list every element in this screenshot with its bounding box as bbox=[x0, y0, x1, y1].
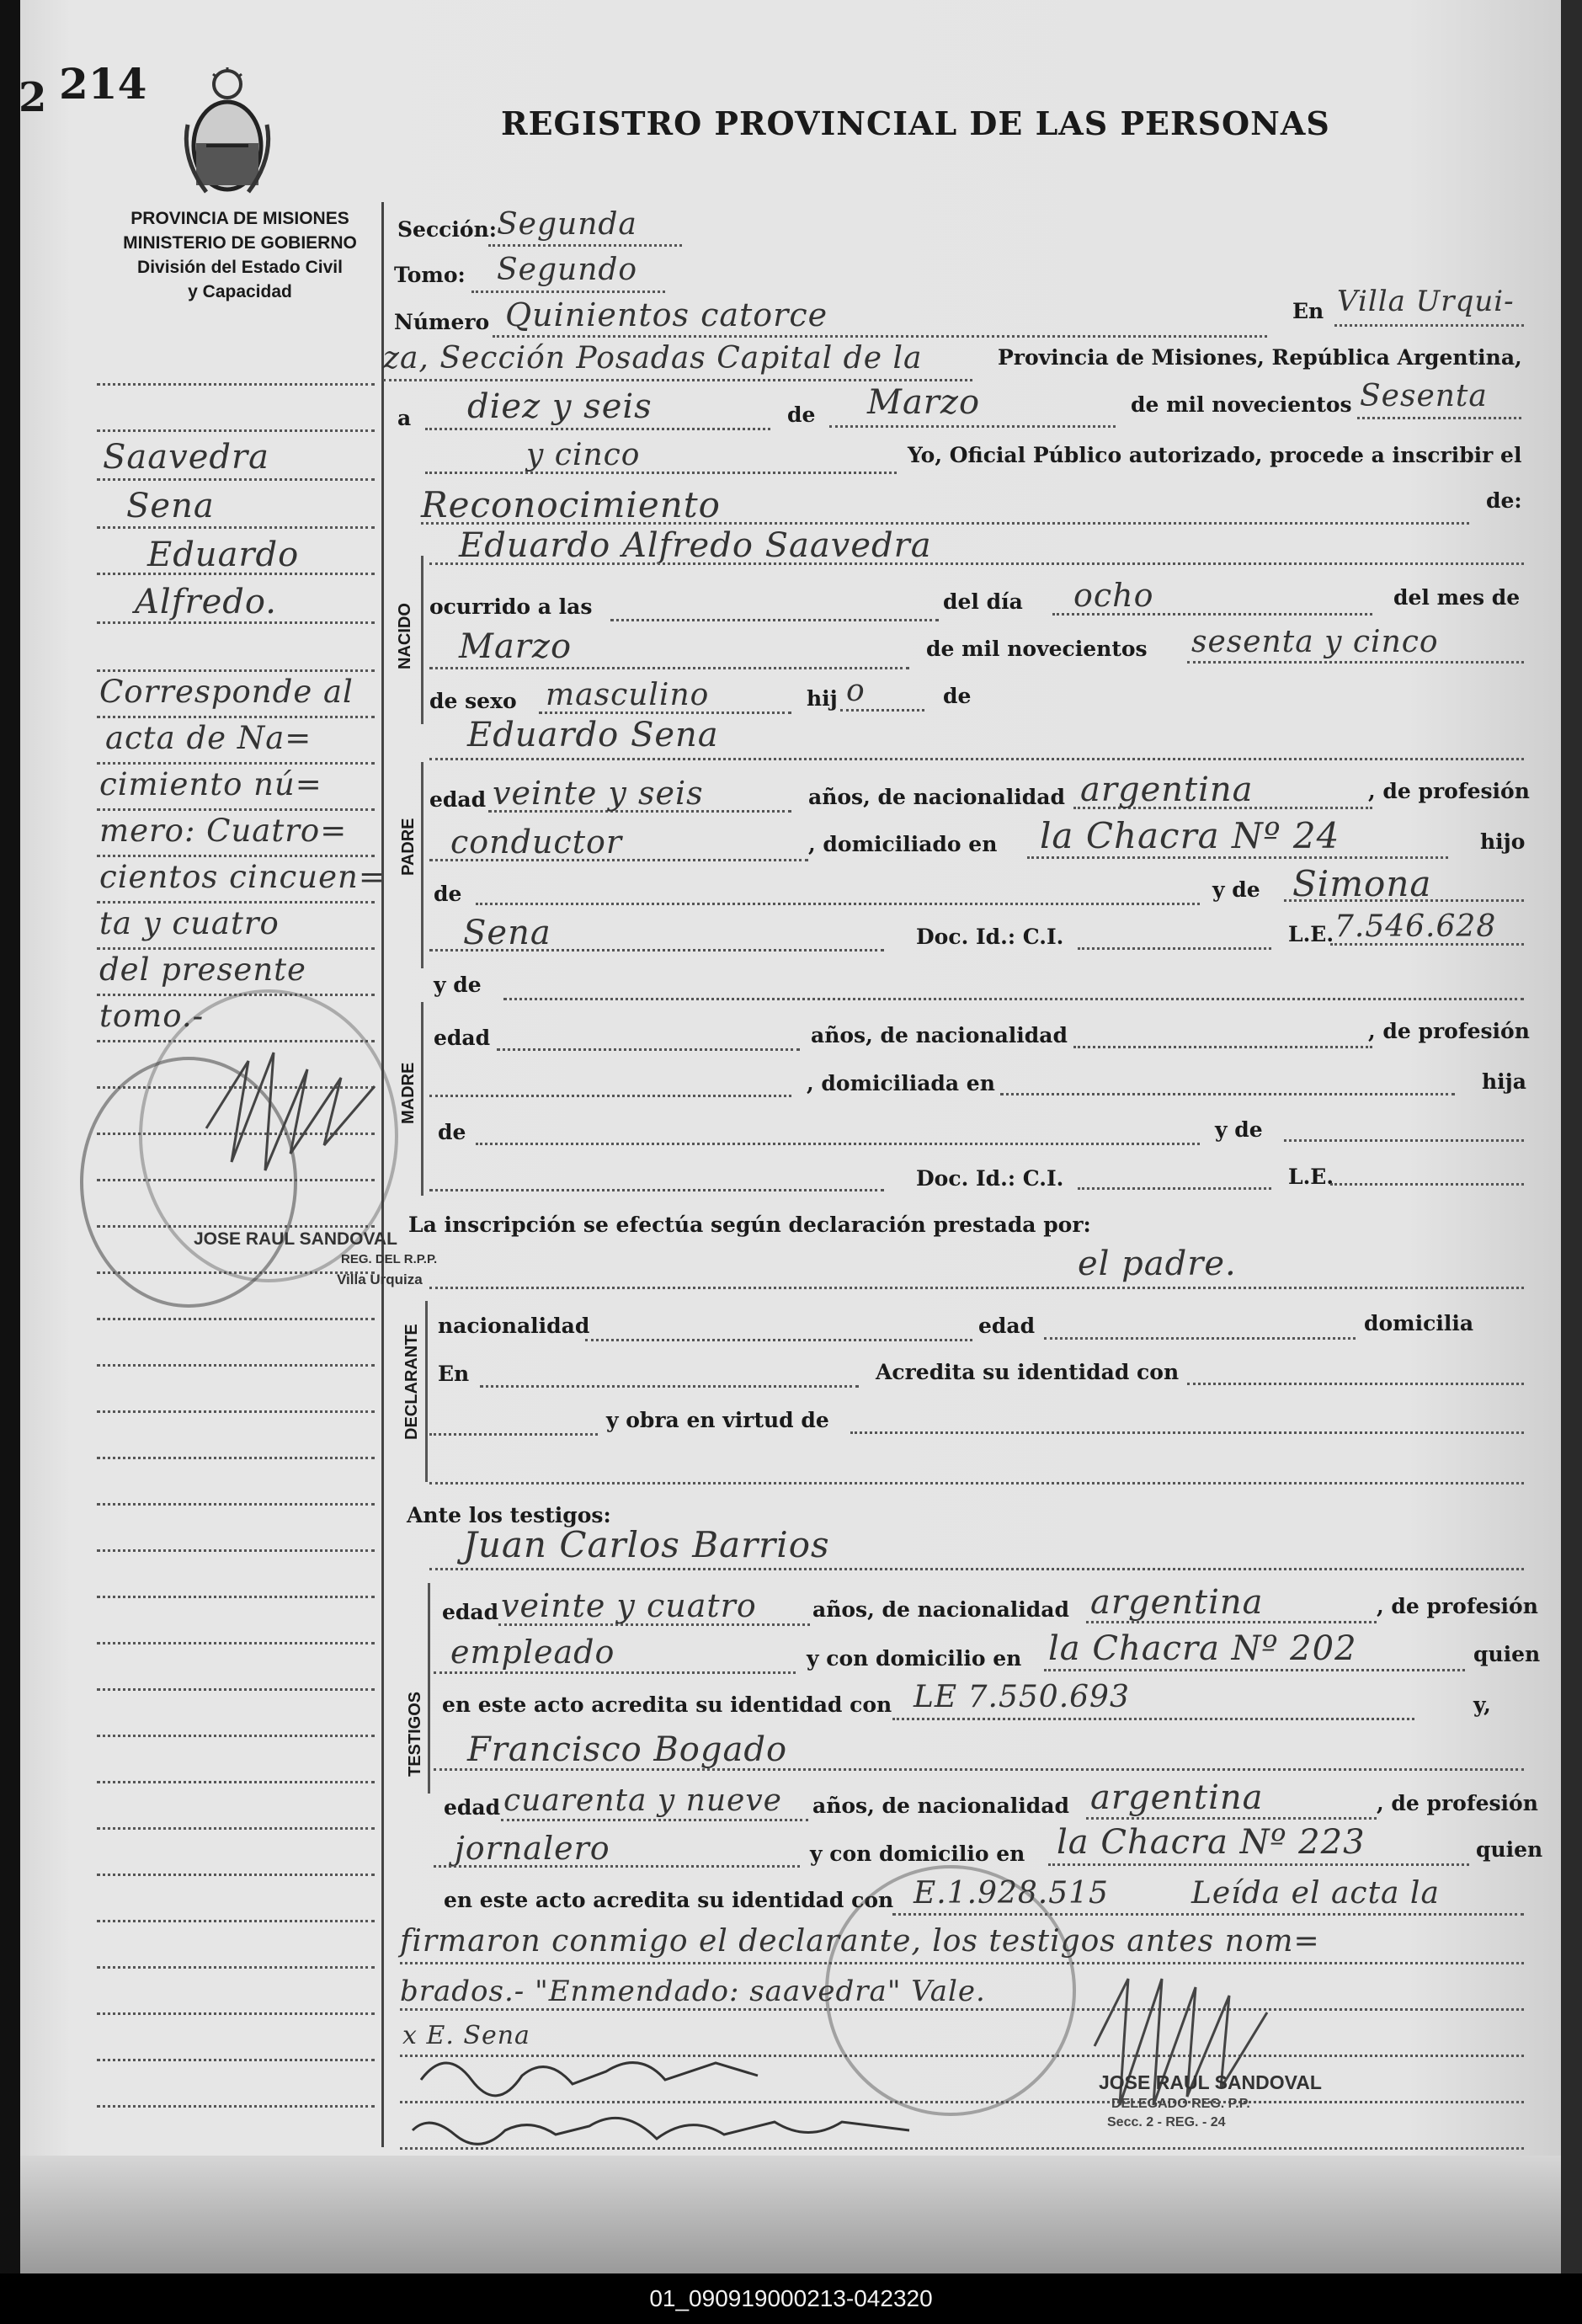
field-line bbox=[480, 1385, 859, 1388]
field-line bbox=[1078, 1187, 1271, 1190]
label-y-de: y de bbox=[1212, 877, 1260, 902]
label-anos-nac-t2: años, de nacionalidad bbox=[812, 1794, 1069, 1818]
side-label-nacido: NACIDO bbox=[396, 603, 414, 669]
value-testigo2-nombre: Francisco Bogado bbox=[467, 1730, 788, 1769]
label-de-profesion-t2: , de profesión bbox=[1377, 1791, 1538, 1815]
label-hija: hija bbox=[1482, 1069, 1526, 1094]
value-tomo: Segundo bbox=[497, 253, 638, 287]
value-sexo: masculino bbox=[546, 678, 710, 712]
field-line bbox=[429, 1433, 598, 1436]
side-label-padre: PADRE bbox=[399, 818, 418, 876]
section-bracket bbox=[428, 1583, 430, 1794]
value-cierre2: firmaron conmigo el declarante, los testigos antes nom= bbox=[400, 1924, 1320, 1959]
label-del-dia: del día bbox=[943, 589, 1023, 614]
field-line bbox=[434, 1768, 1524, 1771]
label-de-madre: de bbox=[438, 1120, 466, 1144]
label-ante-testigos: Ante los testigos: bbox=[407, 1503, 611, 1527]
section-bracket bbox=[421, 762, 423, 968]
label-yo: Yo, Oficial Público autorizado, procede a inscribir el bbox=[908, 443, 1522, 467]
field-line bbox=[1027, 856, 1448, 859]
label-hijo: hijo bbox=[1480, 829, 1526, 854]
field-line bbox=[429, 562, 1524, 565]
stamp-role-2: DELEGADO REG. P.P. bbox=[1111, 2097, 1250, 2111]
label-a: a bbox=[397, 406, 412, 430]
margin-note-line: acta de Na= bbox=[105, 720, 312, 756]
value-padre-edad: veinte y seis bbox=[493, 775, 704, 812]
value-testigo1-prof: empleado bbox=[450, 1634, 615, 1671]
field-line bbox=[1330, 943, 1524, 946]
margin-note-line: Eduardo bbox=[147, 536, 300, 574]
value-testigo2-dom: la Chacra Nº 223 bbox=[1057, 1823, 1366, 1862]
field-line bbox=[476, 1143, 1200, 1145]
label-y-obra: y obra en virtud de bbox=[606, 1408, 829, 1432]
label-en-este-acto-t2: en este acto acredita su identidad con bbox=[444, 1888, 894, 1912]
value-padre-nombre: Eduardo Sena bbox=[467, 716, 719, 754]
label-y-comma: y, bbox=[1473, 1692, 1491, 1717]
label-edad-t1: edad bbox=[442, 1600, 499, 1624]
label-con-domicilio-t2: y con domicilio en bbox=[810, 1842, 1025, 1866]
field-line bbox=[892, 1718, 1414, 1720]
document-title: REGISTRO PROVINCIAL DE LAS PERSONAS bbox=[501, 104, 1330, 142]
official-stamp-2 bbox=[825, 1865, 1076, 2116]
label-doc-id: Doc. Id.: C.I. bbox=[916, 925, 1064, 949]
value-testigo2-prof: jornalero bbox=[455, 1830, 610, 1867]
value-seccion: Segunda bbox=[497, 207, 637, 242]
value-padre-nac: argentina bbox=[1080, 770, 1254, 809]
field-line bbox=[476, 903, 1200, 905]
label-domicilia: domicilia bbox=[1364, 1311, 1474, 1335]
value-testigo2-nac: argentina bbox=[1090, 1778, 1264, 1817]
field-line bbox=[471, 290, 665, 293]
label-nacionalidad: nacionalidad bbox=[438, 1314, 590, 1338]
value-lugar-cont: za, Sección Posadas Capital de la bbox=[383, 341, 923, 376]
field-line bbox=[425, 428, 770, 430]
value-padre-domicilio: la Chacra Nº 24 bbox=[1040, 815, 1340, 856]
value-tipo: Reconocimiento bbox=[421, 484, 721, 525]
label-ocurrido: ocurrido a las bbox=[429, 594, 593, 619]
value-testigo1-dom: la Chacra Nº 202 bbox=[1048, 1629, 1357, 1668]
value-nombre: Eduardo Alfredo Saavedra bbox=[459, 526, 932, 565]
label-doc-id-madre: Doc. Id.: C.I. bbox=[916, 1166, 1064, 1191]
page-number: 214 bbox=[59, 59, 147, 109]
margin-note-line: Saavedra bbox=[103, 438, 269, 477]
signature-witness-2 bbox=[404, 2097, 926, 2156]
label-hij: hij bbox=[807, 686, 838, 711]
label-acredita: Acredita su identidad con bbox=[876, 1360, 1180, 1384]
label-edad-madre: edad bbox=[434, 1026, 491, 1050]
field-line bbox=[493, 335, 1267, 338]
field-line bbox=[429, 1287, 1524, 1289]
image-id-label: 01_090919000213-042320 bbox=[649, 2285, 933, 2311]
margin-note-line: mero: Cuatro= bbox=[99, 813, 348, 849]
side-label-testigos: TESTIGOS bbox=[406, 1691, 424, 1777]
value-numero: Quinientos catorce bbox=[505, 296, 828, 333]
field-line bbox=[429, 1568, 1524, 1570]
value-anio-nac: sesenta y cinco bbox=[1191, 625, 1439, 659]
value-anio-cont: y cinco bbox=[526, 438, 641, 472]
value-mes-nac: Marzo bbox=[459, 627, 573, 666]
field-line bbox=[1187, 661, 1524, 664]
margin-digit: 2 bbox=[19, 74, 47, 121]
field-line bbox=[429, 859, 808, 861]
stamp-name-2: JOSE RAUL SANDOVAL bbox=[1099, 2071, 1322, 2093]
label-del-mes: del mes de bbox=[1393, 585, 1521, 610]
label-en-decl: En bbox=[438, 1362, 470, 1386]
value-testigo1-nac: argentina bbox=[1090, 1583, 1264, 1622]
side-label-declarante: DECLARANTE bbox=[402, 1324, 421, 1440]
value-padre-le: 7.546.628 bbox=[1334, 909, 1497, 944]
field-line bbox=[383, 379, 972, 381]
label-de-profesion: , de profesión bbox=[1368, 779, 1530, 803]
margin-note-line: ta y cuatro bbox=[99, 905, 280, 941]
label-quien-t1: quien bbox=[1473, 1642, 1541, 1666]
label-edad-decl: edad bbox=[978, 1314, 1036, 1338]
field-line bbox=[1334, 324, 1524, 327]
field-line bbox=[503, 998, 1524, 1000]
label-mil-novecientos: de mil novecientos bbox=[1131, 392, 1352, 417]
label-con-domicilio-t1: y con domicilio en bbox=[807, 1646, 1022, 1671]
label-de-profesion-t1: , de profesión bbox=[1377, 1594, 1538, 1618]
stamp-role: REG. DEL R.P.P. bbox=[341, 1252, 438, 1266]
label-seccion: Sección: bbox=[397, 217, 497, 242]
field-line bbox=[829, 425, 1116, 428]
margin-note-line: del presente bbox=[99, 951, 306, 988]
coat-of-arms bbox=[181, 66, 274, 200]
field-line bbox=[425, 472, 897, 474]
field-line bbox=[488, 244, 682, 247]
label-edad-t2: edad bbox=[444, 1795, 501, 1820]
margin-note-line: Corresponde al bbox=[99, 674, 354, 710]
label-domiciliado: , domiciliado en bbox=[808, 832, 998, 856]
value-testigo1-doc: LE 7.550.693 bbox=[914, 1680, 1130, 1714]
label-tomo: Tomo: bbox=[394, 263, 466, 287]
section-bracket bbox=[421, 556, 423, 724]
issuer-line: y Capacidad bbox=[188, 282, 292, 301]
value-padre-prof: conductor bbox=[450, 824, 623, 861]
value-testigo2-doc: E.1.928.515 bbox=[914, 1876, 1109, 1911]
issuer-line: MINISTERIO DE GOBIERNO bbox=[123, 233, 357, 253]
field-line bbox=[434, 1671, 796, 1674]
margin-note-line: Sena bbox=[126, 487, 215, 525]
label-le-madre: L.E. bbox=[1288, 1165, 1334, 1189]
side-label-madre: MADRE bbox=[399, 1062, 418, 1124]
label-y-de-madre: y de bbox=[434, 973, 482, 997]
margin-note-line: Alfredo. bbox=[135, 583, 277, 621]
value-dia-nac: ocho bbox=[1073, 577, 1154, 614]
field-line bbox=[610, 619, 939, 621]
issuer-line: PROVINCIA DE MISIONES bbox=[131, 209, 349, 228]
label-anos-nac: años, de nacionalidad bbox=[808, 785, 1065, 809]
field-line bbox=[429, 1095, 791, 1097]
label-en-este-acto-t1: en este acto acredita su identidad con bbox=[442, 1692, 892, 1717]
signature-witness-1 bbox=[413, 2038, 766, 2105]
field-line bbox=[421, 522, 1469, 525]
label-de3: de bbox=[434, 882, 462, 906]
value-padre-madre-de: Simona bbox=[1292, 863, 1432, 904]
label-de-profesion-madre: , de profesión bbox=[1368, 1019, 1530, 1043]
value-testigo1-edad: veinte y cuatro bbox=[501, 1587, 757, 1624]
label-anos-nac-t1: años, de nacionalidad bbox=[812, 1597, 1069, 1622]
field-line bbox=[1044, 1337, 1356, 1340]
footer-bar bbox=[0, 2273, 1582, 2324]
label-le: L.E. bbox=[1288, 922, 1334, 946]
value-declarante: el padre. bbox=[1078, 1245, 1237, 1283]
field-line bbox=[1078, 947, 1271, 950]
stamp-place-2: Secc. 2 - REG. - 24 bbox=[1107, 2115, 1226, 2129]
label-en: En bbox=[1292, 299, 1324, 323]
value-cierre3: brados.- "Enmendado: saavedra" Vale. bbox=[400, 1975, 986, 2008]
field-line bbox=[850, 1431, 1524, 1434]
label-numero: Número bbox=[394, 310, 490, 334]
field-line bbox=[429, 1482, 1524, 1484]
page-edge bbox=[1561, 0, 1582, 2273]
label-edad: edad bbox=[429, 787, 487, 812]
field-line bbox=[429, 667, 909, 669]
value-hij-suffix: o bbox=[846, 674, 866, 708]
field-line bbox=[1086, 1817, 1377, 1820]
issuer-block bbox=[101, 206, 379, 304]
stamp-name: JOSE RAUL SANDOVAL bbox=[194, 1229, 397, 1249]
label-provincia: Provincia de Misiones, República Argentina, bbox=[998, 345, 1522, 370]
field-line bbox=[429, 758, 1524, 760]
label-domiciliada: , domiciliada en bbox=[807, 1071, 995, 1095]
value-cierre4: x E. Sena bbox=[402, 2021, 530, 2050]
field-line bbox=[1330, 1183, 1524, 1186]
label-de-colon: de: bbox=[1486, 488, 1522, 513]
label-sexo: de sexo bbox=[429, 689, 517, 713]
margin-note-line: cimiento nú= bbox=[99, 766, 322, 802]
page-bottom-edge bbox=[20, 2156, 1561, 2273]
value-en-lugar: Villa Urqui- bbox=[1337, 285, 1515, 318]
field-line bbox=[501, 1819, 808, 1821]
section-bracket bbox=[425, 1301, 428, 1482]
value-mes: Marzo bbox=[867, 383, 981, 422]
label-de: de bbox=[787, 402, 816, 427]
value-cierre1: Leída el acta la bbox=[1191, 1876, 1440, 1911]
field-line bbox=[429, 949, 884, 951]
label-de-mil-nov: de mil novecientos bbox=[926, 637, 1148, 661]
stamp-place: Villa Urquiza bbox=[337, 1271, 423, 1287]
value-dia: diez y seis bbox=[467, 387, 653, 426]
field-line bbox=[1187, 1383, 1524, 1385]
field-line bbox=[840, 709, 924, 712]
label-y-de-madre2: y de bbox=[1215, 1117, 1263, 1142]
field-line bbox=[434, 1865, 800, 1868]
margin-note-line: cientos cincuen= bbox=[99, 859, 386, 895]
section-bracket bbox=[421, 1002, 423, 1196]
value-anio: Sesenta bbox=[1360, 379, 1488, 413]
field-line bbox=[429, 1189, 884, 1191]
field-line bbox=[1357, 417, 1521, 419]
field-line bbox=[1044, 1669, 1465, 1671]
value-testigo1-nombre: Juan Carlos Barrios bbox=[463, 1524, 830, 1565]
value-padre-madre-ap: Sena bbox=[463, 914, 551, 952]
value-testigo2-edad: cuarenta y nueve bbox=[503, 1783, 782, 1818]
field-line bbox=[1073, 1046, 1372, 1048]
margin-note-line: tomo.- bbox=[99, 998, 205, 1034]
signature-scribble bbox=[198, 1027, 392, 1196]
issuer-line: División del Estado Civil bbox=[137, 258, 343, 277]
label-quien-t2: quien bbox=[1476, 1837, 1543, 1862]
label-inscripcion: La inscripción se efectúa según declaración prestada por: bbox=[408, 1213, 1091, 1237]
field-line bbox=[1048, 1863, 1469, 1866]
field-line bbox=[497, 1048, 800, 1051]
field-line bbox=[585, 1339, 972, 1341]
label-de2: de bbox=[943, 684, 972, 708]
label-anos-nac-madre: años, de nacionalidad bbox=[811, 1023, 1068, 1047]
field-line bbox=[1000, 1093, 1455, 1095]
field-line bbox=[1284, 1139, 1524, 1142]
